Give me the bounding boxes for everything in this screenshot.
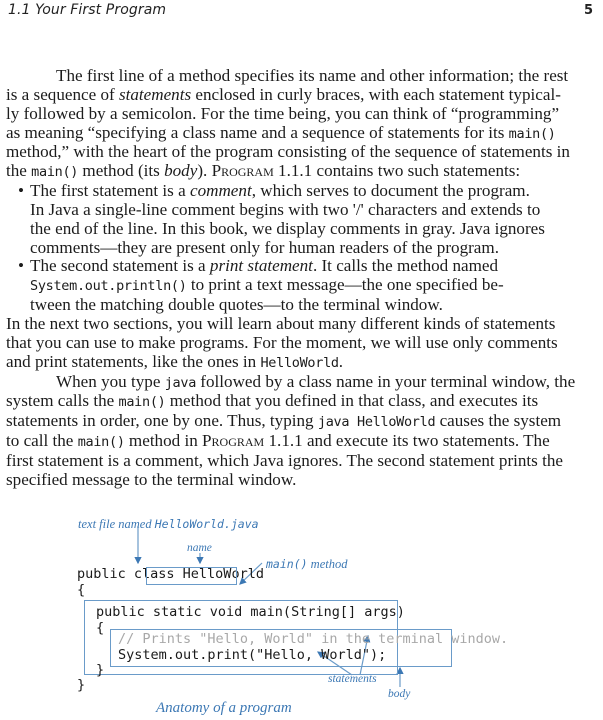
paragraph-line: method,” with the heart of the program consisting of the sequence of statements in — [6, 142, 570, 162]
paragraph-line: When you type java followed by a class name in your terminal window, the — [56, 371, 576, 391]
bullet-line: The second statement is a print statement. It calls the method named — [30, 256, 499, 276]
page-number: 5 — [583, 3, 593, 18]
paragraph-line: and print statements, like the ones in HelloWorld. — [6, 351, 344, 371]
bullet-item-comment — [6, 181, 545, 257]
bullet-line: System.out.println() to print a text message—the one specified be- — [30, 275, 504, 295]
bullet-line: The first statement is a comment, which serves to document the program. — [30, 181, 530, 201]
inline-code: main() — [508, 125, 556, 142]
class-close-brace: } — [77, 677, 86, 693]
diagram-caption: Anatomy of a program — [156, 700, 292, 716]
file-label: text file named HelloWorld.java — [78, 517, 259, 531]
class-open-brace: { — [77, 582, 86, 598]
main-signature: public static void main(String[] args) — [96, 604, 405, 620]
body-label: body — [388, 688, 411, 700]
paragraph-line: system calls the main() method that you defined in that class, and executes its — [6, 391, 539, 411]
bullet-line: comments—they are present only for human readers of the program. — [30, 237, 499, 257]
paragraph-line: the main() method (its body). Program 1.1.1 contains two such statements: — [6, 161, 521, 181]
paragraph-line: as meaning “specifying a class name and a sequence of statements for its main() — [6, 122, 556, 142]
inline-code: main() — [31, 164, 79, 181]
paragraph-line: statements in order, one by one. Thus, typing java HelloWorld causes the system — [6, 411, 562, 431]
class-declaration: public class HelloWorld — [77, 566, 264, 582]
program-ref: Program — [211, 161, 274, 181]
main-close-brace: } — [96, 662, 105, 678]
bullet-line: In Java a single-line comment begins with two '/' characters and extends to — [30, 199, 541, 219]
class-name: HelloWorld — [182, 566, 264, 582]
term-statements: statements — [118, 84, 192, 104]
paragraph-line: first statement is a comment, which Java ignores. The second statement prints the — [6, 450, 563, 470]
body-text — [6, 66, 576, 490]
comment-statement: // Prints "Hello, World" in the terminal window. — [118, 631, 509, 647]
paragraph-line: In the next two sections, you will learn about many different kinds of statements — [6, 313, 556, 333]
main-method-label: main() method — [266, 557, 348, 571]
bullet-icon: • — [18, 256, 24, 276]
paragraph-line: that you can use to make programs. For the moment, we will use only comments — [6, 332, 558, 352]
paragraph-line: The first line of a method specifies its name and other information; the rest — [56, 66, 569, 85]
name-label: name — [187, 542, 212, 554]
bullet-line: the end of the line. In this book, we display comments in gray. Java ignores — [30, 218, 545, 238]
paragraph-line: to call the main() method in Program 1.1.1 and execute its two statements. The — [6, 431, 550, 451]
main-open-brace: { — [96, 620, 105, 636]
section-header: 1.1 Your First Program — [8, 2, 167, 18]
bullet-line: tween the matching double quotes—to the terminal window. — [30, 295, 443, 315]
bullet-item-print — [6, 256, 504, 315]
bullet-icon: • — [18, 181, 24, 201]
print-statement: System.out.print("Hello, World"); — [118, 647, 387, 663]
term-body: body — [164, 161, 198, 181]
statements-label: statements — [328, 673, 377, 685]
anatomy-diagram — [0, 505, 603, 720]
paragraph-line: is a sequence of statements enclosed in curly braces, with each statement typical- — [6, 84, 561, 104]
name-box — [146, 567, 237, 585]
paragraph-line: ly followed by a semicolon. For the time being, you can think of “programming” — [6, 103, 560, 123]
paragraph-line: specified message to the terminal window. — [6, 469, 297, 489]
